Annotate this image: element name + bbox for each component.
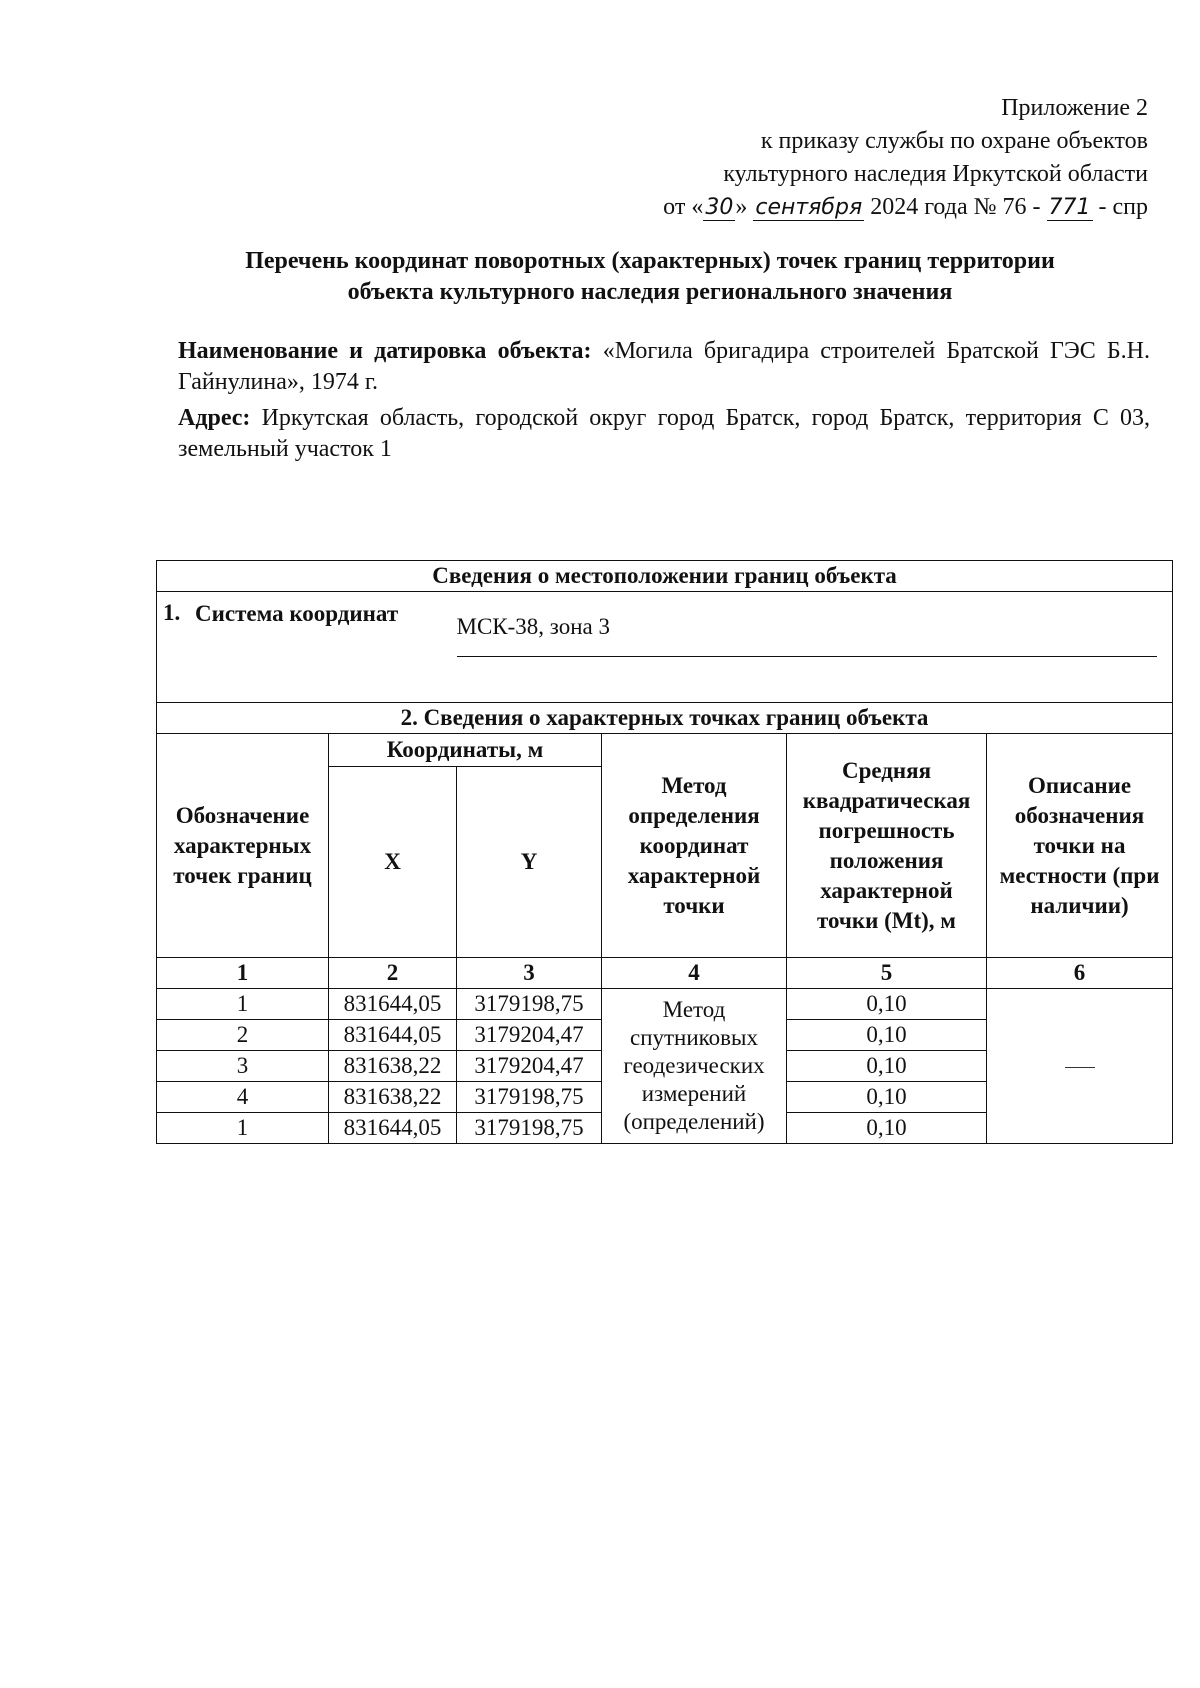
- col-header-y: Y: [457, 767, 602, 958]
- boundary-table: [156, 560, 1173, 1144]
- coord-system-value-cell: [457, 592, 1173, 703]
- description-cell: [987, 989, 1173, 1144]
- coord-x: 831644,05: [329, 1020, 457, 1051]
- error-value: 0,10: [787, 1051, 987, 1082]
- coord-y: 3179204,47: [457, 1020, 602, 1051]
- document-title: [150, 246, 1150, 308]
- address-value: Иркутская область, городской округ город Братск, город Братск, территория С 03, земельный участок 1: [178, 405, 1150, 462]
- year-and-number: 2024 года № 76 -: [870, 194, 1041, 220]
- coord-y: 3179198,75: [457, 1082, 602, 1113]
- appendix-number: Приложение 2: [1001, 95, 1148, 121]
- object-name-label: Наименование и датировка объекта:: [178, 338, 592, 364]
- agency-name: культурного наследия Иркутской области: [723, 161, 1148, 187]
- col-header-x: X: [329, 767, 457, 958]
- coord-system-underline: [457, 656, 1157, 657]
- dash-mark: [1065, 1067, 1095, 1068]
- coord-y: 3179198,75: [457, 1113, 602, 1144]
- coord-system-value: МСК-38, зона 3: [456, 614, 611, 639]
- title-line-2: объекта культурного наследия регионального значения: [347, 279, 953, 305]
- col-header-coordinates: Координаты, м: [329, 734, 602, 767]
- coord-system-label-cell: [157, 592, 457, 703]
- order-reference: к приказу службы по охране объектов: [760, 128, 1148, 154]
- address-paragraph: [178, 403, 1150, 465]
- date-prefix: от «: [663, 194, 704, 220]
- date-quote-close: »: [735, 194, 748, 220]
- col-number-4: 4: [602, 958, 787, 989]
- coord-y: 3179198,75: [457, 989, 602, 1020]
- method-cell: Метод спутниковых геодезических измерений (определений): [602, 989, 787, 1144]
- point-id: 2: [157, 1020, 329, 1051]
- handwritten-order-number: 771: [1048, 195, 1091, 220]
- col-header-method: Метод определения координат характерной точки: [602, 734, 787, 958]
- col-number-2: 2: [329, 958, 457, 989]
- coord-system-number: 1.: [163, 600, 181, 625]
- coord-x: 831644,05: [329, 1113, 457, 1144]
- order-suffix: - спр: [1098, 194, 1148, 220]
- col-number-1: 1: [157, 958, 329, 989]
- object-name-value: «Могила бригадира строителей Братской ГЭС Б.Н. Гайнулина», 1974 г.: [178, 338, 1151, 395]
- error-value: 0,10: [787, 1082, 987, 1113]
- error-value: 0,10: [787, 989, 987, 1020]
- object-name-paragraph: [178, 336, 1150, 398]
- col-header-error: Средняя квадратическая погрешность положения характерной точки (Mt), м: [787, 734, 987, 958]
- col-header-designation: Обозначение характерных точек границ: [157, 734, 329, 958]
- point-id: 3: [157, 1051, 329, 1082]
- col-number-6: 6: [987, 958, 1173, 989]
- handwritten-day: 30: [705, 195, 734, 220]
- coord-y: 3179204,47: [457, 1051, 602, 1082]
- section-points-title: 2. Сведения о характерных точках границ объекта: [157, 703, 1173, 734]
- col-number-3: 3: [457, 958, 602, 989]
- column-numbers-row: [157, 958, 1173, 989]
- object-info: [178, 336, 1150, 470]
- address-label: Адрес:: [178, 405, 251, 431]
- col-header-description: Описание обозначения точки на местности (при наличии): [987, 734, 1173, 958]
- point-id: 1: [157, 1113, 329, 1144]
- point-id: 4: [157, 1082, 329, 1113]
- title-line-1: Перечень координат поворотных (характерных) точек границ территории: [245, 248, 1055, 274]
- coord-system-label: Система координат: [195, 601, 399, 626]
- error-value: 0,10: [787, 1020, 987, 1051]
- col-number-5: 5: [787, 958, 987, 989]
- point-id: 1: [157, 989, 329, 1020]
- table-row: [157, 989, 1173, 1020]
- error-value: 0,10: [787, 1113, 987, 1144]
- coord-x: 831644,05: [329, 989, 457, 1020]
- section-location-title: Сведения о местоположении границ объекта: [157, 561, 1173, 592]
- coord-x: 831638,22: [329, 1082, 457, 1113]
- coord-x: 831638,22: [329, 1051, 457, 1082]
- handwritten-month: сентября: [755, 195, 863, 220]
- appendix-header: [663, 92, 1148, 224]
- order-date-line: [663, 191, 1148, 224]
